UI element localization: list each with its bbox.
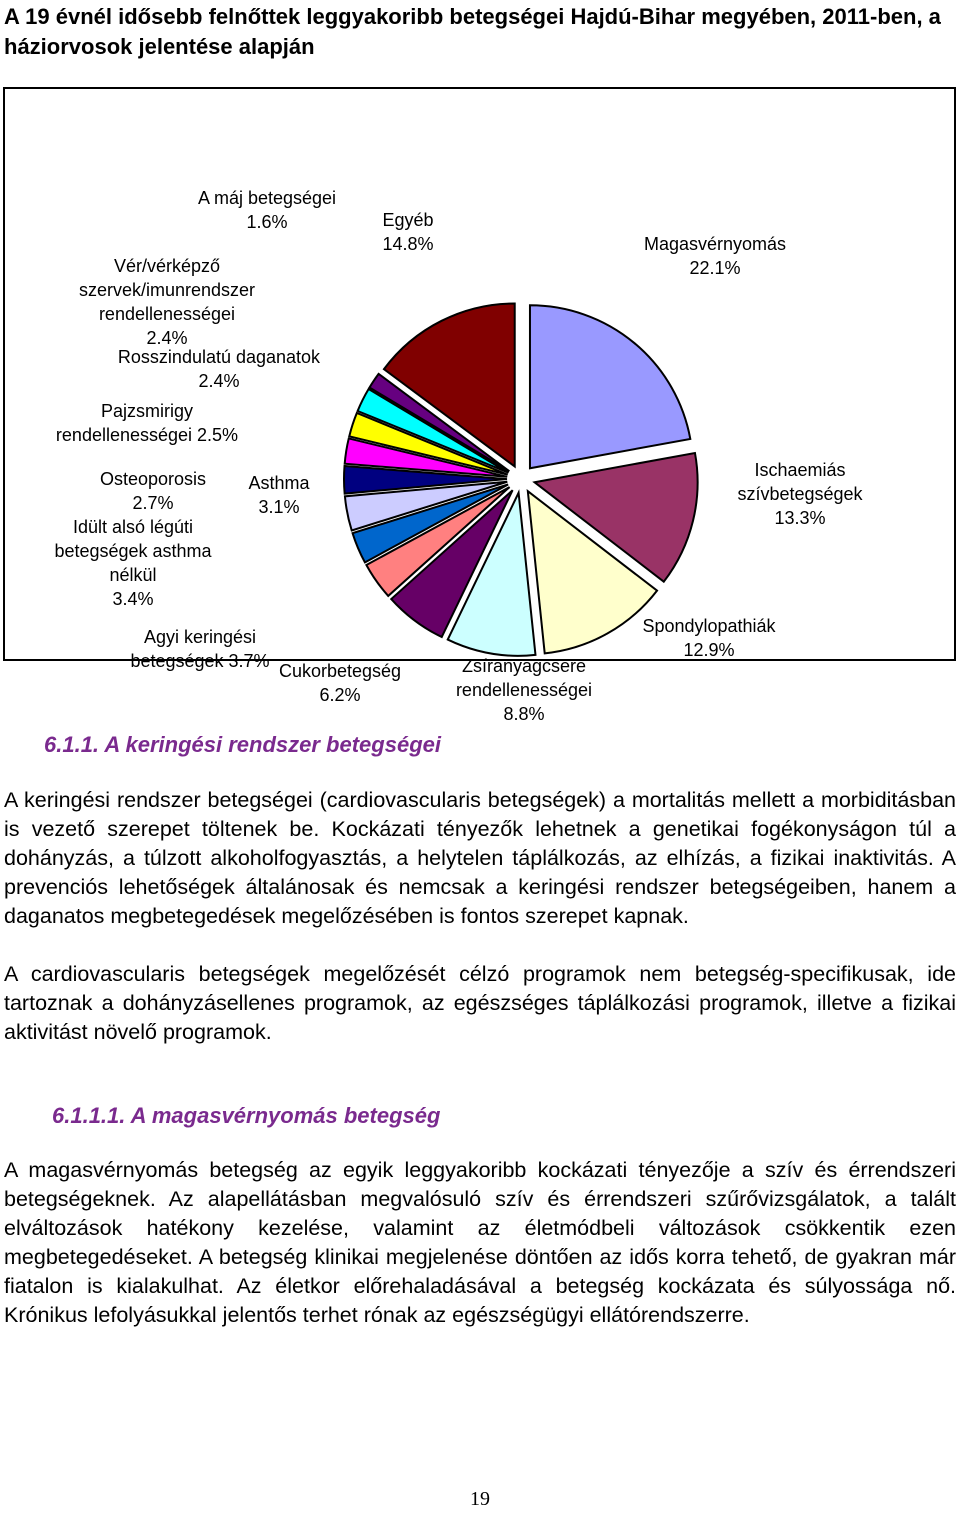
slice-label: Vér/vérképző szervek/imunrendszer rendellenességei 2.4% bbox=[78, 256, 256, 348]
slice-label: Osteoporosis 2.7% bbox=[99, 469, 207, 513]
slice-label: A máj betegségei 1.6% bbox=[197, 188, 337, 232]
slice-label: Ischaemiás szívbetegségek 13.3% bbox=[737, 460, 863, 528]
pie-chart-frame bbox=[3, 87, 956, 724]
slice-label: Zsíranyagcsere rendellenességei 8.8% bbox=[455, 656, 593, 724]
slice-label: Idült alsó légúti betegségek asthma nélkül 3.4% bbox=[54, 517, 212, 609]
slice-label: Egyéb 14.8% bbox=[382, 210, 434, 254]
slice-label: Asthma 3.1% bbox=[248, 473, 310, 517]
pie-slices bbox=[344, 303, 698, 655]
section-paragraph-2: A cardiovascularis betegségek megelőzését célzó programok nem betegség-specifikusak, ide tartoznak a dohányzásellenes programok, az egészséges táplálkozási programok, illetve a fizikai aktivitást növelő programok. bbox=[4, 962, 956, 1044]
slice-label: Cukorbetegség 6.2% bbox=[278, 661, 402, 705]
pie-chart bbox=[3, 87, 956, 724]
section-heading: 6.1.1. A keringési rendszer betegségei bbox=[44, 732, 441, 757]
slice-label: Pajzsmirigy rendellenességei 2.5% bbox=[55, 401, 239, 445]
subsection-heading: 6.1.1.1. A magasvérnyomás betegség bbox=[52, 1103, 441, 1128]
slice-label: Spondylopathiák 12.9% bbox=[642, 616, 776, 660]
slice-label: Agyi keringési betegségek 3.7% bbox=[130, 627, 270, 671]
pie-slice bbox=[530, 305, 690, 468]
section-paragraph-1: A keringési rendszer betegségei (cardiovascularis betegségek) a mortalitás mellett a morbiditásban is vezető szerepet töltenek be. Kockázati tényezők lehetnek a genetikai fogékonyságon túl a dohányzás, a túlzott alkoholfogyasztás, a helytelen táplálkozás, az elhízás, a fizikai inaktivitás. A prevenciós lehetőségek általánosak és nemcsak a keringési rendszer betegségeiben, hanem a daganatos megbetegedések megelőzésében is fontos szerepet kapnak. bbox=[4, 788, 956, 928]
chart-title: A 19 évnél idősebb felnőttek leggyakoribb betegségei Hajdú-Bihar megyében, 2011-ben, a háziorvosok jelentése alapján bbox=[4, 4, 941, 59]
slice-label: Magasvérnyomás 22.1% bbox=[643, 234, 787, 278]
subsection-paragraph: A magasvérnyomás betegség az egyik leggyakoribb kockázati tényezője a szív és érrendszeri betegségeknek. Az alapellátásban megvalósuló szív és érrendszeri szűrővizsgálatok, a talált elváltozások hatékony kezelése, valamint az életmódbeli változások csökkentik ezen megbetegedéseket. A betegség klinikai megjelenése döntően az idős korra tehető, de gyakran már fiatalon is kialakulhat. Az életkor előrehaladásával a betegség kockázata és súlyossága nő. Krónikus lefolyásukkal jelentős terhet rónak az egészségügyi ellátórendszerre. bbox=[4, 1158, 956, 1327]
slice-label: Rosszindulatú daganatok 2.4% bbox=[117, 347, 321, 391]
page-number: 19 bbox=[470, 1488, 490, 1510]
